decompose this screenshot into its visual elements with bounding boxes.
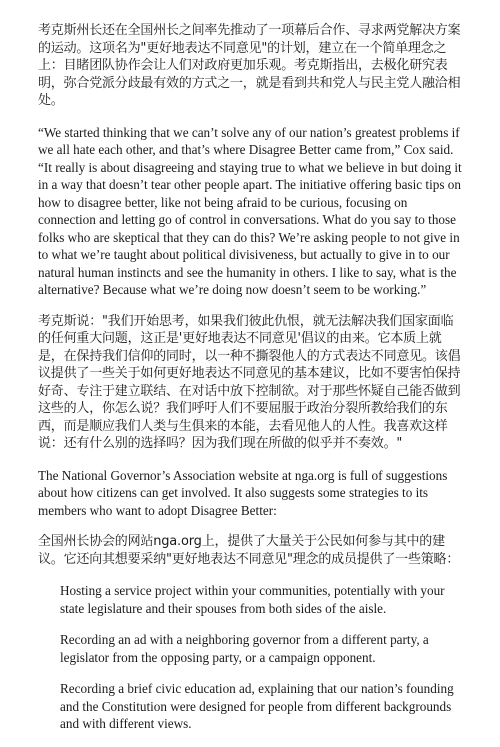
strategy-item: Recording an ad with a neighboring governor from a different party, a legislator from the opposing party, or a campaign opponent. [60, 632, 429, 665]
strategy-item: Recording a brief civic education ad, explaining that our nation’s founding and the Constitution were designed for people from different backgrounds and with different views. [60, 681, 454, 731]
paragraph-zh-nga: 全国州长协会的网站nga.org上，提供了大量关于公民如何参与其中的建议。它还向其想要采纳"更好地表达不同意见"理念的成员提供了一些策略： [38, 534, 460, 567]
paragraph-en-nga: The National Governor’s Association website at nga.org is full of suggestions about how citizens can get involved. It also suggests some strategies to its members who want to adopt Disagree Better: [38, 467, 448, 518]
strategy-item: Hosting a service project within your communities, potentially with your state legislature and their spouses from both sides of the aisle. [60, 583, 445, 616]
paragraph-zh-quote: 考克斯说："我们开始思考，如果我们彼此仇恨，就无法解决我们国家面临的任何重大问题，这正是'更好地表达不同意见'倡议的由来。它本质上就是，在保持我们信仰的同时，以一种不撕裂他人的方式表达不同意见。该倡议提供了一些关于如何更好地表达不同意见的基本建议，比如不要害怕保持好奇、专注于建立联结、在对话中放下控制欲。对于那些怀疑自己能否做到这些的人，你怎么说？我们呼吁人们不要屈服于政治分裂所教给我们的东西，而是顺应我们人类与生俱来的本能，去看见他人的人性。我喜欢这样说：还有什么别的选择吗？因为我们现在所做的似乎并不奏效。" [38, 313, 461, 451]
paragraph-en-quote: “We started thinking that we can’t solve any of our nation’s greatest problems if we all hate each other, and that’s where Disagree Better came from,” Cox said. “It really is about disagreeing and staying true to what we believe in but doing it in a way that doesn’t tear other people apart. The initiative offering basic tips on how to disagree better, like not being afraid to be curious, focusing on connection and letting go of control in conversations. What do you say to those folks who are skeptical that they can do this? We’re asking people to not give in to what we’re taught about political divisiveness, but actually to give in to our natural human instincts and see the humanity in others. I like to say, what is the alternative? Because what we’re doing now doesn’t seem to be working.” [38, 124, 462, 297]
paragraph-zh-intro: 考克斯州长还在全国州长之间率先推动了一项幕后合作、寻求两党解决方案的运动。这项名为"更好地表达不同意见"的计划，建立在一个简单理念之上：目睹团队协作会让人们对政府更加乐观。考克斯指出，去极化研究表明，弥合党派分歧最有效的方式之一，就是看到共和党人与民主党人融洽相处。 [38, 23, 461, 108]
article-body [38, 22, 466, 747]
strategy-list [38, 582, 466, 733]
